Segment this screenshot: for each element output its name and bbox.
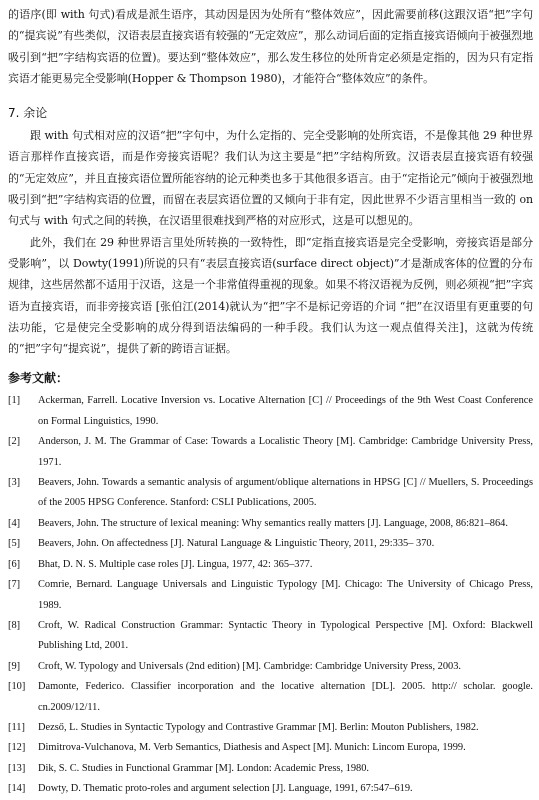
reference-number: [7] <box>8 579 21 591</box>
reference-item <box>8 718 533 738</box>
reference-item <box>8 432 533 473</box>
intro-paragraph: 的语序(即 with 句式)看成是派生语序，其动因是因为处所有“整体效应”，因此需要前移(这跟汉语“把”字句的“提宾说”有些类似，汉语表层直接宾语有较强的“无定效应”，那么动词后面的定指直接宾语倾向于被强烈地吸引到“把”字结构宾语的位置)。要达到“整体效应”，那么发生移位的处所肯定必须是定指的，因为只有定指宾语才能更易完全受影响(Hopper & Thompson 1980)，才能符合“整体效应”的条件。 <box>8 8 533 85</box>
reference-text: Dezső, L. Studies in Syntactic Typology and Contrastive Grammar [M]. Berlin: Mouton Publishers, 1982. <box>38 721 479 733</box>
reference-number: [12] <box>8 742 26 754</box>
reference-item <box>8 759 533 779</box>
reference-item <box>8 616 533 657</box>
reference-text: Croft, W. Typology and Universals (2nd edition) [M]. Cambridge: Cambridge University Press, 2003. <box>38 660 462 672</box>
reference-text: Dimitrova-Vulchanova, M. Verb Semantics, Diathesis and Aspect [M]. Munich: Lincom Europa, 1999. <box>38 742 466 754</box>
reference-number: [8] <box>8 619 21 631</box>
reference-number: [1] <box>8 395 21 407</box>
section-paragraph: 跟 with 句式相对应的汉语“把”字句中，为什么定指的、完全受影响的处所宾语，不是像其他 29 种世界语言那样作直接宾语，而是作旁接宾语呢？我们认为这主要是“把”字结构所致。汉语表层直接宾语有较强的“无定效应”，并且直接宾语位置所能容纳的论元种类也多于其他很多语言。由于“定指论元”倾向于被强烈地吸引到“把”字结构宾语的位置，而留在表层宾语位置的又倾向于非有定，因此世界不少语言里相当一致的 on 句式与 with 句式之间的转换，在汉语里很难找到严格的对应形式，这是可以想见的。 <box>8 129 533 228</box>
reference-number: [13] <box>8 762 26 774</box>
reference-text: Beavers, John. The structure of lexical meaning: Why semantics really matters [J]. Language, 2008, 86:821–864. <box>38 517 508 529</box>
reference-text: Beavers, John. On affectedness [J]. Natural Language & Linguistic Theory, 2011, 29:335– 370. <box>38 538 435 550</box>
reference-text: Dowty, D. Thematic proto-roles and argument selection [J]. Language, 1991, 67:547–619. <box>38 783 413 795</box>
reference-text: Croft, W. Radical Construction Grammar: Syntactic Theory in Typological Perspective [M]. Oxford: Blackwell Publishing Ltd, 2001. <box>38 619 533 652</box>
reference-text: Beavers, John. Towards a semantic analysis of argument/oblique alternations in HPSG [C] // Muellers, S. Proceedings of the 2005 HPSG Conference. Stanford: CSLI Publications, 2005. <box>38 477 533 509</box>
reference-number: [6] <box>8 558 21 570</box>
reference-number: [5] <box>8 538 21 550</box>
reference-text: Bhat, D. N. S. Multiple case roles [J]. Lingua, 1977, 42: 365–377. <box>38 558 313 570</box>
reference-item <box>8 514 533 534</box>
reference-number: [10] <box>8 681 26 693</box>
reference-list <box>8 391 533 799</box>
reference-text: Dik, S. C. Studies in Functional Grammar [M]. London: Academic Press, 1980. <box>38 762 370 774</box>
reference-number: [9] <box>8 660 21 672</box>
reference-text: Comrie, Bernard. Language Universals and Linguistic Typology [M]. Chicago: The University of Chicago Press, 1989. <box>38 579 533 611</box>
reference-item <box>8 534 533 554</box>
reference-item <box>8 555 533 575</box>
reference-item <box>8 473 533 514</box>
reference-number: [3] <box>8 477 21 489</box>
reference-text: Damonte, Federico. Classifier incorporation and the locative alternation [DL]. 2005. http:// scholar. google. cn.2009/12/11. <box>38 681 533 713</box>
reference-item <box>8 575 533 616</box>
reference-number: [4] <box>8 517 21 529</box>
reference-text: Ackerman, Farrell. Locative Inversion vs. Locative Alternation [C] // Proceedings of the 9th West Coast Conference on Formal Linguistics, 1990. <box>38 395 533 427</box>
reference-text: Anderson, J. M. The Grammar of Case: Towards a Localistic Theory [M]. Cambridge: Cambridge University Press, 1971. <box>38 436 533 468</box>
reference-item <box>8 677 533 718</box>
reference-item <box>8 657 533 677</box>
reference-item <box>8 779 533 799</box>
section-paragraph: 此外，我们在 29 种世界语言里处所转换的一致特性，即“定指直接宾语是完全受影响，旁接宾语是部分受影响”，以 Dowty(1991)所说的只有“表层直接宾语(surface direct object)”才是渐成客体的位置的分布规律，这些居然都不适用于汉语，这是一个非常值得重视的现象。如果不将汉语视为反例，则必须视“把”字宾语为直接宾语，而非旁接宾语 [张伯江(2014)就认为“把”字不是标记旁语的介词 “把”在汉语里有更重要的句法功能，它是使完全受影响的成分得到语法编码的一种手段。我们认为这一观点值得关注]，这就为传统的“把”字句“提宾说”，提供了新的跨语言证据。 <box>8 235 533 356</box>
reference-number: [11] <box>8 721 25 733</box>
reference-item <box>8 738 533 758</box>
reference-number: [14] <box>8 783 26 795</box>
reference-item <box>8 391 533 432</box>
references-title: 参考文献： <box>8 371 69 386</box>
reference-number: [2] <box>8 436 21 448</box>
section-heading: 7. 余论 <box>8 106 48 121</box>
